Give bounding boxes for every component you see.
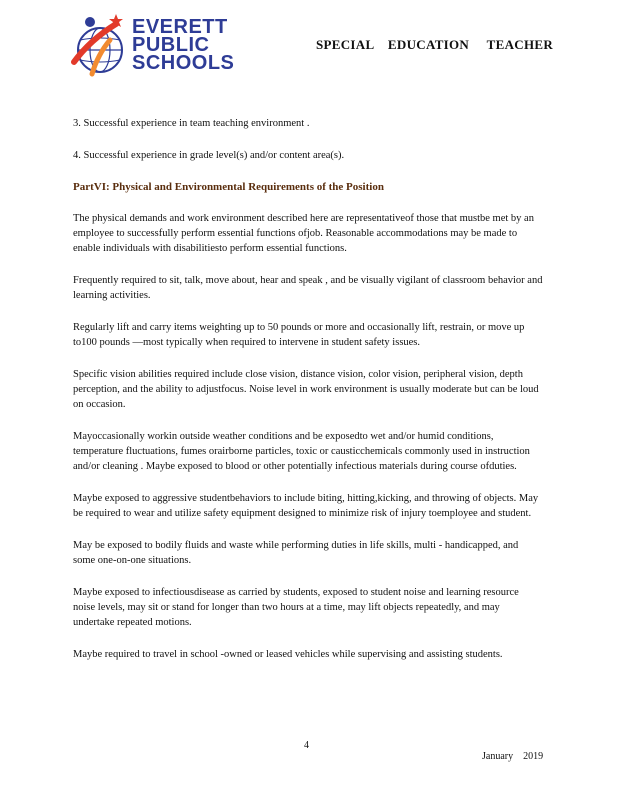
globe-figure-icon bbox=[70, 10, 130, 78]
logo-line: EVERETT bbox=[132, 16, 228, 38]
qualification-item: 4. Successful experience in grade level(s) and/or content area(s). bbox=[73, 150, 345, 161]
body-paragraph: Specific vision abilities required include close vision, distance vision, color vision, peripheral vision, depth perception, and the ability to adjustfocus. Noise level in work environment is usually moderate but can be loud on occasion. bbox=[73, 369, 539, 410]
logo-line: PUBLIC bbox=[132, 34, 210, 56]
logo-wordmark bbox=[132, 18, 234, 72]
body-paragraph: Maybe exposed to aggressive studentbehaviors to include biting, hitting,kicking, and throwing of objects. May be required to wear and utilize safety equipment designed to minimize risk of injury toemployee and student. bbox=[73, 493, 539, 519]
document-title: SPECIAL EDUCATION TEACHER bbox=[316, 37, 554, 52]
body-paragraph: The physical demands and work environment described here are representativeof those that mustbe met by an employee to successfully perform essential functions ofjob. Reasonable accommodations may be made to enable individuals with disabilitiesto perform essential functions. bbox=[73, 213, 534, 254]
qualification-item: 3. Successful experience in team teaching environment . bbox=[73, 118, 310, 129]
footer-date: January 2019 bbox=[482, 751, 544, 762]
body-paragraph: Regularly lift and carry items weighting up to 50 pounds or more and occasionally lift, restrain, or move up to100 pounds —most typically when required to intervene in student safety issues. bbox=[73, 322, 525, 348]
everett-public-schools-logo bbox=[70, 10, 240, 80]
document-body bbox=[73, 116, 543, 679]
body-paragraph: Maybe exposed to infectiousdisease as carried by students, exposed to student noise and learning resource noise levels, may sit or stand for longer than two hours at a time, may lift objects repeatedly, and may undertake repeated motions. bbox=[73, 587, 519, 628]
body-paragraph: Frequently required to sit, talk, move about, hear and speak , and be visually vigilant of classroom behavior and learning activities. bbox=[73, 275, 543, 301]
page-number: 4 bbox=[304, 740, 309, 751]
logo-line: SCHOOLS bbox=[132, 52, 235, 74]
body-paragraph: Maybe required to travel in school -owned or leased vehicles while supervising and assisting students. bbox=[73, 649, 503, 660]
body-paragraph: May be exposed to bodily fluids and waste while performing duties in life skills, multi - handicapped, and some one-on-one situations. bbox=[73, 540, 519, 566]
section-heading: PartVI: Physical and Environmental Requirements of the Position bbox=[73, 181, 384, 193]
body-paragraph: Mayoccasionally workin outside weather conditions and be exposedto wet and/or humid conditions, temperature fluctuations, fumes orairborne particles, toxic or causticchemicals commonly used in instruction and/or cleaning . Maybe exposed to blood or other potentially infectious materials during course ofduties. bbox=[73, 431, 530, 472]
